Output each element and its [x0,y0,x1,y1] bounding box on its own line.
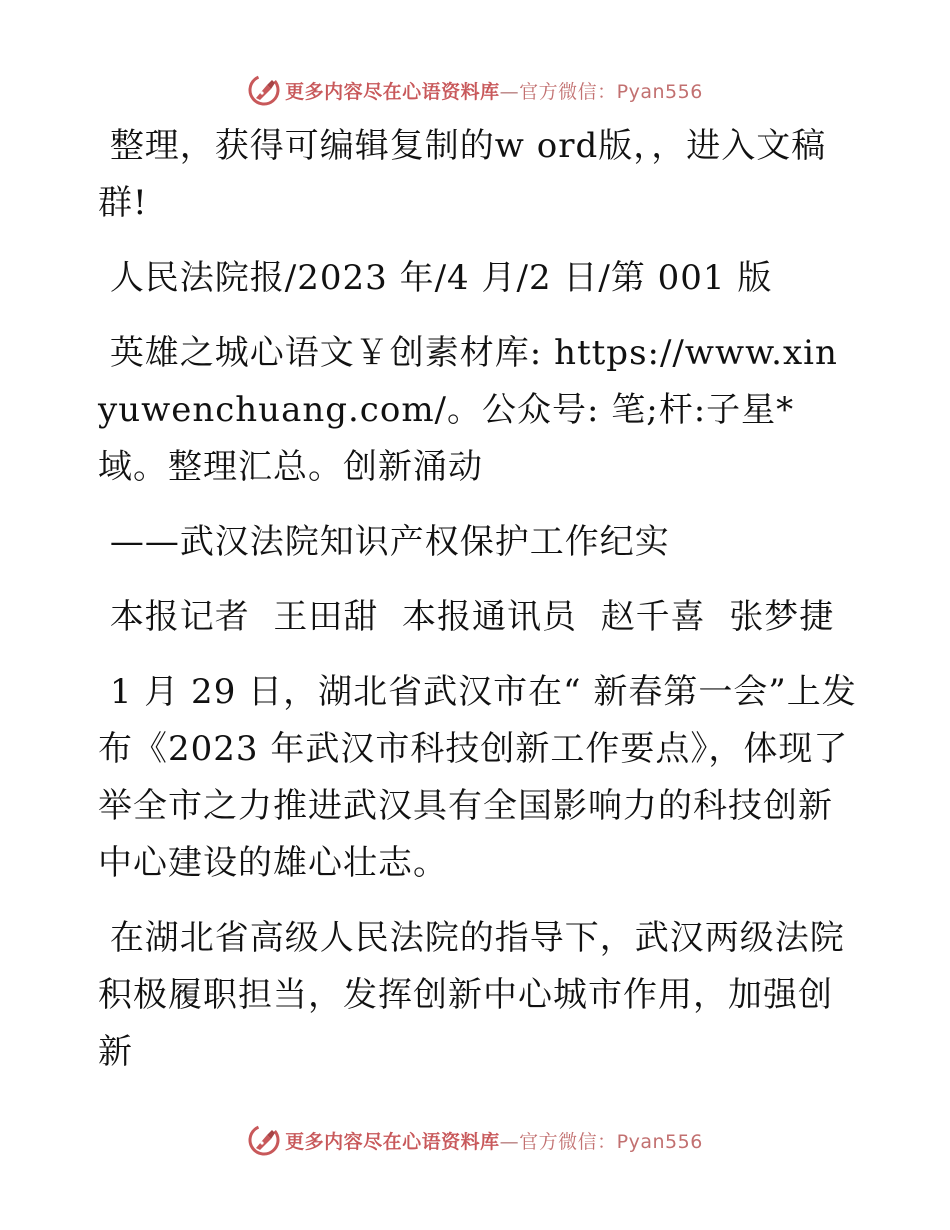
watermark-separator: — [499,80,520,103]
watermark-wechat-text: 官方微信：Pyan556 [519,80,703,103]
paragraph-intro-note: 整理，获得可编辑复制的w ord版，，进入文稿群! [98,126,827,223]
pen-nib-logo-icon [247,1123,281,1157]
paragraph-material-notice: 英雄之城心语文￥创素材库: https://www.xinyuwenchuang.com/。公众号: 笔;杆:子星*域。整理汇总。创新涌动 [98,333,838,487]
watermark-text [285,1127,703,1154]
watermark-main-text: 更多内容尽在心语资料库 [285,1130,500,1153]
watermark-main-text: 更多内容尽在心语资料库 [285,80,500,103]
footer-watermark-banner [0,1120,950,1160]
article-subtitle: ——武汉法院知识产权保护工作纪实 [98,522,670,562]
paragraph-source-line: 人民法院报/2023 年/4 月/2 日/第 001 版 [98,258,773,298]
document-body [98,118,858,1099]
body-paragraph-1: 1 月 29 日，湖北省武汉市在“ 新春第一会”上发布《2023 年武汉市科技创新工作要点》，体现了举全市之力推进武汉具有全国影响力的科技创新中心建设的雄心壮志。 [98,672,857,883]
article-byline: 本报记者 王田甜 本报通讯员 赵千喜 张梦捷 [98,597,835,637]
header-watermark-banner [0,70,950,110]
pen-nib-logo-icon [247,73,281,107]
watermark-separator: — [499,1130,520,1153]
watermark-group [247,73,703,107]
watermark-text [285,77,703,104]
watermark-wechat-text: 官方微信：Pyan556 [519,1130,703,1153]
body-paragraph-2: 在湖北省高级人民法院的指导下，武汉两级法院积极履职担当，发挥创新中心城市作用，加强创新 [98,918,845,1072]
watermark-group [247,1123,703,1157]
